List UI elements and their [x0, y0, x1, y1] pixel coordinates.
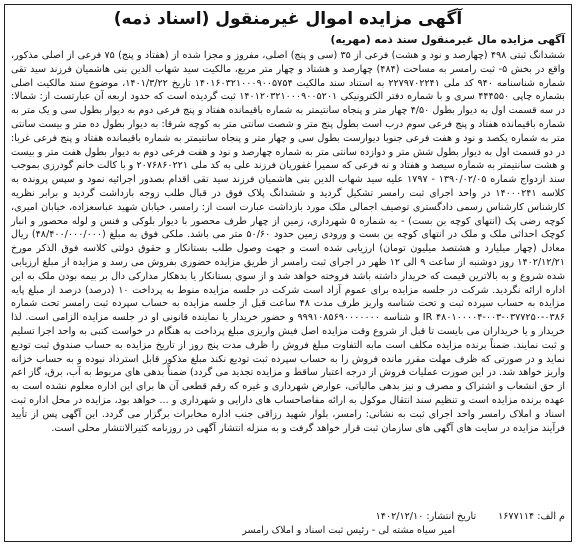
signer-line: امیر سیاه مشته لی - رئیس ثبت اسناد و املاک رامسر	[242, 525, 455, 537]
publish-date: تاریخ انتشار: ۱۴۰۲/۱۲/۱۰	[375, 511, 477, 523]
notice-footer	[11, 510, 565, 538]
auction-notice	[4, 4, 572, 542]
notice-subtitle: آگهی مزایده مال غیرمنقول سند ذمه (مهریه)	[330, 34, 565, 46]
notice-body: ششدانگ ثبتی ۴۹۸ (چهارصد و نود و هشت) فرعی از ۳۵ (سی و پنج) اصلی، مفروز و مجزا شده از (هفتاد و پنج) ۷۵ فرعی از اصلی مذکور، واقع در بخش ۵- ثبت رامسر به مساحت (۴۸۴) چهارصد و هشتاد و چهار متر مربع، مالکیت سید شهاب الدین بنی هاشمیان فرزند سید تقی شماره شناسنامه ۹۴۰ کد ملی ۲۲۷۹۷۰۲۲۴۱ به استناد سند مالکیت ۱۴۰۱۶۰۳۲۱۰۰۰۹۰۰۵۷۵۴ تاریخ ۱۴۰۱/۳/۲۲، موضوع سند مالکیت اصلی بشماره چاپی ۴۴۴۵۵۰ سری و با شماره دفتر الکترونیکی ۱۴۰۱۲۰۳۲۱۰۰۰۹۰۰۵۲۰۱ ثبت گردیده است که حدود اربعه آن عبارتست از: شمالا: در سه قسمت اول به دیوار بطول ۴/۵۰ چهار متر و پنجاه سانتیمتر به شماره باقیمانده هفتاد و پنج فرعی دوم به دیوار بطول سی و یک متر به شماره باقیمانده هفتاد و پنج فرعی سوم درب است بطول پنج متر و شصت سانتی متر به کوچه شرقا: به دیوار بطول ده متر و بیست سانتی متر به شماره یکصد و نود و هفت فرعی جنوبا دیوارست بطول سی و چهار متر و پنجاه سانتیمتر به شماره باقیمانده هفتاد و پنج فرعی غربا: در دو قسمت اول به دیوار بطول شش متر و دوازده سانتی متر به شماره چهارصد و نود و هفت فرعی دوم به دیوار بطول هفت متر و بیست و هشت سانتیمتر به شماره سیصد و هفتاد و نه فرعی که سمیرا غفوریان فرزند علی به کد ملی ۲۰۷۶۸۶۰۲۲۱ و با کالت خانم گودرزی بموجب سند ازدواج شماره ۱۳۹۰/۰۲/۰۵ - ۱۷۹۷ علیه سید شهاب الدین بنی هاشمیان فرزند سید تقی اقدام بصدور اجرائیه نمود و سپس پرونده به کلاسه ۱۴۰۰۰۲۴۱ در واحد اجرای ثبت رامسر تشکیل گردید و ششدانگ پلاک فوق در قبال طلب زوجه بازداشت گردید و برابر نظریه کارشناس کارشناس رسمی دادگستری توصیف اجمالی ملک مورد بازداشت عبارت است از: رامسر، خیابان شهید عباسعزاده، خیابان امیری، کوچه رضی پک (انتهای کوچه بن بست) - به شماره ۵ شهرداری، زمین از چهار طرف محصور با دیوار بلوکی و فنس و لوله محصور و انبار کوچک احداثی ملک و ملک در انتهای کوچه بن بست و ورودی زمین حدود ۵۰/۶۰ متر می باشد. ملکی فوق به مبلغ (۴۸/۴۰۰/۰۰۰/۰۰۰) ریال معادل (چهار میلیارد و هشتصد میلیون تومان) ارزیابی شده است و جهت وصول طلب بستانکار و حقوق دولتی کلاسه فوق الذکر مورخ ۱۴۰۲/۱۲/۲۱ روز دوشنبه از ساعت ۹ الی ۱۲ ظهر در اجرای ثبت رامسر از طریق مزایده حضوری بفروش می رسد و مزایده از مبلغ ارزیابی شده شروع و به بالاترین قیمت که خریدار داشته باشد فروخته خواهد شد و از سوی بستانکار یا بدهکار مدارکی دال بر بیمه بودن ملک به این اداره ارائه نگردید. شرکت در جلسه مزایده برای عموم آزاد است شرکت در جلسه مزایده منوط به پرداخت ۱۰ (درصد) درصد از مبلغ پایه مزایده به حساب سپرده ثبت و تحت شناسه واریز طرف مدت ۴۸ ساعت قبل از جلسه مزایده به حساب سپرده ثبت رامسر تحت شماره ۰۳۸۶-۰۳۷۷۲۵۰-۰۰۳-۴۸۰۱۰۰۰۰۴ IR و شناسه ۹۹۹۱۰۸۵۶۹۰۰۰۰۰۰۰ و حضور خریدار یا نماینده قانونی او در جلسه مزایده الزامی است. لذا خریدار و یا خریداران می بایست تا قبل از شروع وقت مزایده اصل فیش واریزی مبلغ پرداخت به هنگام در خواست کتبی به واحد اجرا تسلیم و ثبت نمایند. ضمناً برنده مزایده مکلف است مابه التفاوت مبلغ فروش را ظرف مدت پنج روز از تاریخ مزایده به حساب صندوق ثبت تودیع نماید و در صورتی که ظرف مهلت مقرر مانده فروش را به حساب سپرده ثبت تودیع نکند مبلغ مذکور قابل استرداد نبوده و به حساب خزانه واریز خواهد شد. در این صورت عملیات فروش از درجه اعتبار ساقط و مزایده تجدید می گردد) ضمناً بدهی های مربوط به آب، برق، گاز اعم از حق انشعاب و اشتراک و مصرف و نیز بدهی مالیاتی، عوارض شهرداری و غیره که رقم قطعی آن ها برای این اداره معلوم نشده است به عهده برنده مزایده است و تنظیم سند انتقال موکول به ارائه مفاصاحساب های دارایی و شهرداری و ... خواهد بود، مزایده در محل اداره ثبت اسناد و املاک رامسر واحد اجرای ثبت به نشانی: رامسر، بلوار شهید رزاقی جنب اداره مخابرات برگزار می گردد. این آگهی پس از تأیید فرآیند مزایده در سایت های آگهی های سازمان ثبت قرار خواهد گرفت و به منزله انتشار آگهی در روزنامه کثیرالانتشار محلی است.	[11, 50, 566, 434]
notice-title: آگهی مزایده اموال غیرمنقول (اسناد ذمه)	[113, 9, 463, 29]
notice-id: م الف: ۱۶۷۷۱۱۴	[498, 511, 565, 523]
footer-meta-row	[11, 510, 565, 524]
